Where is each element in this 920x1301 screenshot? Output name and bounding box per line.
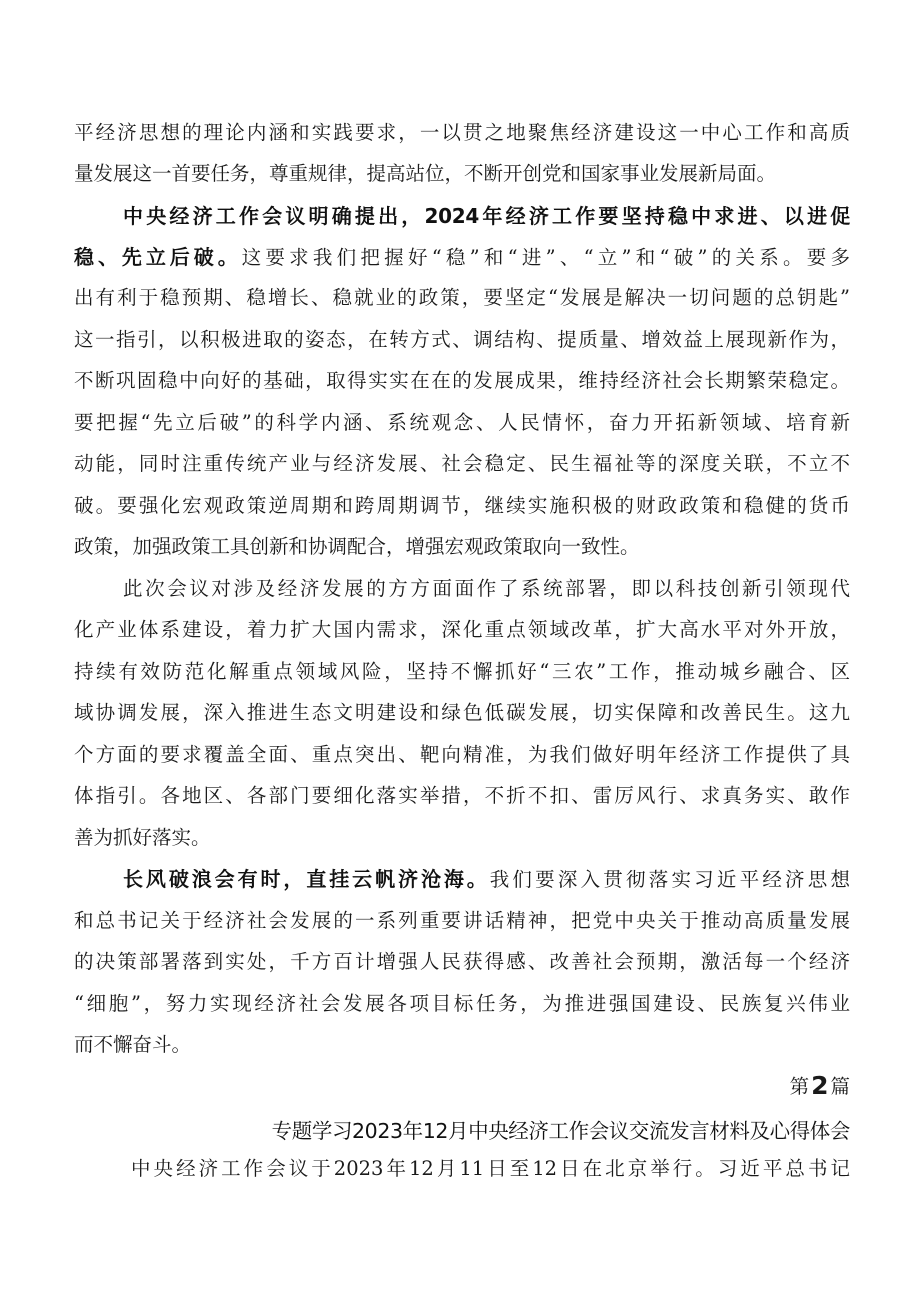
body-line: 出有利于稳预期、稳增长、稳就业的政策，要坚定“发展是解决一切问题的总钥匙” bbox=[74, 286, 850, 309]
body-line: 政策，加强政策工具创新和协调配合，增强宏观政策取向一致性。 bbox=[74, 535, 640, 558]
body-line: 和总书记关于经济社会发展的一系列重要讲话精神，把党中央关于推动高质量发展 bbox=[74, 909, 850, 932]
body-line: 这一指引，以积极进取的姿态，在转方式、调结构、提质量、增效益上展现新作为， bbox=[74, 328, 850, 351]
body-line: 中央经济工作会议于2023年12月11日至12日在北京举行。习近平总书记 bbox=[131, 1157, 850, 1180]
body-line: 动能，同时注重传统产业与经济发展、社会稳定、民生福祉等的深度关联，不立不 bbox=[74, 452, 850, 475]
body-line: 量发展这一首要任务，尊重规律，提高站位，不断开创党和国家事业发展新局面。 bbox=[74, 162, 777, 185]
body-line: 平经济思想的理论内涵和实践要求，一以贯之地聚焦经济建设这一中心工作和高质 bbox=[74, 121, 850, 144]
paragraph-heading: 中央经济工作会议明确提出，2024年经济工作要坚持稳中求进、以进促 bbox=[123, 204, 850, 228]
paragraph-heading: 长风破浪会有时，直挂云帆济沧海。 bbox=[123, 867, 490, 891]
article-title: 专题学习2023年12月中央经济工作会议交流发言材料及心得体会 bbox=[271, 1119, 850, 1143]
body-line: “细胞”，努力实现经济社会发展各项目标任务，为推进强国建设、民族复兴伟业 bbox=[74, 992, 850, 1015]
body-line: 破。要强化宏观政策逆周期和跨周期调节，继续实施积极的财政政策和稳健的货币 bbox=[74, 494, 850, 517]
body-line: 此次会议对涉及经济发展的方方面面作了系统部署，即以科技创新引领现代 bbox=[123, 577, 850, 600]
body-line: 不断巩固稳中向好的基础，取得实实在在的发展成果，维持经济社会长期繁荣稳定。 bbox=[74, 369, 850, 392]
body-line: 而不懈奋斗。 bbox=[74, 1033, 192, 1056]
body-line: 化产业体系建设，着力扩大国内需求，深化重点领域改革，扩大高水平对外开放， bbox=[74, 618, 850, 641]
body-line: 体指引。各地区、各部门要细化落实举措，不折不扣、雷厉风行、求真务实、敢作 bbox=[74, 784, 850, 807]
body-line: 要把握“先立后破”的科学内涵、系统观念、人民情怀，奋力开拓新领域、培育新 bbox=[74, 411, 850, 434]
body-line: 善为抓好落实。 bbox=[74, 826, 211, 849]
section-number-value: 2 bbox=[811, 1071, 829, 1100]
body-line: 持续有效防范化解重点领域风险，坚持不懈抓好“三农”工作，推动城乡融合、区 bbox=[74, 660, 850, 683]
section-prefix: 第 bbox=[789, 1075, 810, 1098]
body-line: 域协调发展，深入推进生态文明建设和绿色低碳发展，切实保障和改善民生。这九 bbox=[74, 701, 850, 724]
body-text: 我们要深入贯彻落实习近平经济思想 bbox=[489, 868, 850, 891]
body-line bbox=[123, 867, 850, 893]
body-line: 的决策部署落到实处，千方百计增强人民获得感、改善社会预期，激活每一个经济 bbox=[74, 950, 850, 973]
paragraph-heading: 稳、先立后破。 bbox=[74, 245, 242, 269]
body-line: 个方面的要求覆盖全面、重点突出、靶向精准，为我们做好明年经济工作提供了具 bbox=[74, 743, 850, 766]
section-suffix: 篇 bbox=[830, 1075, 850, 1098]
section-number bbox=[790, 1073, 850, 1100]
body-line bbox=[74, 245, 850, 271]
body-text: 这要求我们把握好“稳”和“进”、“立”和“破”的关系。要多 bbox=[241, 246, 850, 269]
